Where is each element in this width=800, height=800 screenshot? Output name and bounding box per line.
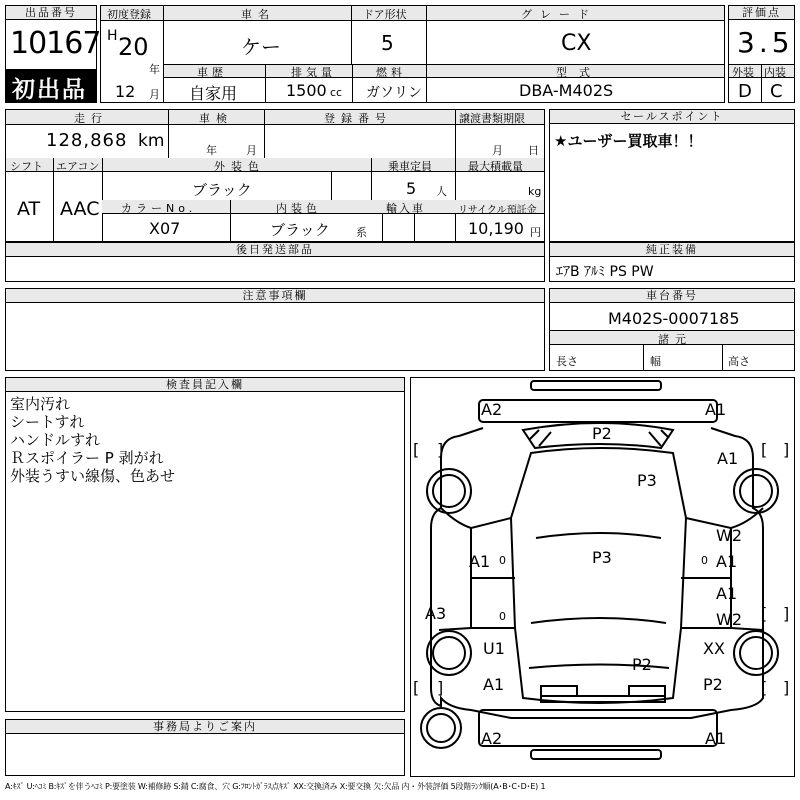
month-unit: 月 xyxy=(149,88,160,101)
damage-diagram xyxy=(410,377,795,777)
bracket: [ xyxy=(413,440,420,459)
max-load-label: 最大積載量 xyxy=(468,160,523,173)
max-load-unit: kg xyxy=(528,185,542,198)
office-box xyxy=(5,719,405,776)
chassis-number: M402S-0007185 xyxy=(608,309,740,328)
width-label: 幅 xyxy=(650,355,661,368)
lot-number: 10167 xyxy=(10,26,101,61)
inspection-year-unit: 年 xyxy=(206,144,217,157)
recycle-unit: 円 xyxy=(530,226,541,239)
history: 自家用 xyxy=(189,84,238,103)
office-label: 事務局よりご案内 xyxy=(6,720,404,734)
year-unit: 年 xyxy=(149,63,160,76)
damage-mark: A1 xyxy=(716,552,738,571)
bracket: [ xyxy=(761,604,768,623)
first-listing-badge: 初出品 xyxy=(6,69,96,102)
shift-label: シフト xyxy=(10,160,43,173)
score: 3.5 xyxy=(737,26,794,59)
ac-label: エアコン xyxy=(56,160,100,173)
fuel-label: 燃料 xyxy=(376,66,406,79)
inspector-line: Ｒスポイラー P 剥がれ xyxy=(10,449,164,467)
displacement-unit: cc xyxy=(330,86,343,99)
reg-month: 12 xyxy=(115,82,136,101)
damage-mark: 0 xyxy=(701,554,708,567)
equipment-label: 純正装備 xyxy=(550,243,794,257)
mileage-label: 走行 xyxy=(74,112,108,125)
sales-points-text: ★ユーザー買取車！！ xyxy=(554,132,703,150)
capacity-unit: 人 xyxy=(436,185,447,198)
damage-mark: W2 xyxy=(716,526,742,545)
dims-label: 諸元 xyxy=(658,333,692,346)
inspector-line: 外装うすい線傷、色あせ xyxy=(10,467,176,485)
inspector-line: シートすれ xyxy=(10,413,85,431)
ext-color: ブラック xyxy=(192,181,252,199)
lot-box xyxy=(5,5,101,103)
model-label: 型式 xyxy=(556,66,602,79)
damage-mark: A2 xyxy=(481,400,503,419)
shift: AT xyxy=(17,198,41,220)
recycle-label: リサイクル預託金 xyxy=(458,205,537,216)
model: DBA-M402S xyxy=(519,81,614,100)
inspection-label: 車検 xyxy=(199,112,233,125)
damage-mark: P2 xyxy=(592,424,612,443)
capacity-label: 乗車定員 xyxy=(388,160,432,173)
damage-mark: A1 xyxy=(705,400,727,419)
transfer-deadline-label: 譲渡書類期限 xyxy=(459,112,525,125)
legend: A:ｷｽﾞ U:ﾍｺﾐ B:ｷｽﾞを伴うﾍｺﾐ P:要塗装 W:補修跡 S:錆 C:腐食、穴 G:ﾌﾛﾝﾄｶﾞﾗｽ点ｷｽﾞ XX:交換済み X:要交換 欠:欠品 内・外装評価 5段階ﾗﾝｸ順(A･B･C･D･E) 1 xyxy=(5,782,546,791)
bracket: [ xyxy=(413,678,420,697)
displacement: 1500 xyxy=(286,81,327,100)
car-name-label: 車名 xyxy=(241,8,275,21)
history-label: 車歴 xyxy=(197,66,227,79)
int-color-suffix: 系 xyxy=(356,226,367,239)
damage-mark: P3 xyxy=(637,471,657,490)
sales-points-box xyxy=(549,109,795,242)
bracket: [ xyxy=(761,678,768,697)
door-label: ドア形状 xyxy=(363,8,407,21)
inspector-label: 検査員記入欄 xyxy=(6,378,404,392)
exterior-grade: D xyxy=(738,81,752,102)
grade: CX xyxy=(561,31,592,56)
import-label: 輸入車 xyxy=(386,202,425,215)
equipment-text: ｴｱB ｱﾙﾐ PS PW xyxy=(556,264,654,280)
spec-table xyxy=(5,109,545,242)
reg-year: 20 xyxy=(118,33,149,61)
sales-points-label: セールスポイント xyxy=(550,110,794,124)
damage-mark: XX xyxy=(703,639,725,658)
first-reg-label: 初度登録 xyxy=(107,8,151,21)
damage-mark: P2 xyxy=(703,675,723,694)
bracket: [ xyxy=(761,440,768,459)
lot-label: 出品番号 xyxy=(6,6,96,20)
ac: AAC xyxy=(60,198,100,220)
fuel: ガソリン xyxy=(366,85,422,101)
int-color-label: 内装色 xyxy=(276,202,321,215)
height-label: 高さ xyxy=(728,355,750,368)
notes-label: 注意事項欄 xyxy=(6,289,544,303)
displacement-label: 排気量 xyxy=(291,66,336,79)
inspector-line: ハンドルすれ xyxy=(10,431,101,449)
bracket: ] xyxy=(783,678,790,697)
exterior-label: 外装 xyxy=(732,66,754,79)
int-color: ブラック xyxy=(270,221,330,239)
damage-mark: P3 xyxy=(592,548,612,567)
score-label: 評価点 xyxy=(729,6,794,20)
grade-label: グレード xyxy=(521,8,597,21)
color-no-label: カラーNo. xyxy=(121,202,197,215)
transfer-day-unit: 日 xyxy=(528,144,539,157)
damage-mark: A1 xyxy=(717,449,739,468)
bracket: ] xyxy=(437,678,444,697)
chassis-label: 車台番号 xyxy=(550,289,794,303)
mileage-unit: km xyxy=(138,131,165,151)
damage-mark: A1 xyxy=(705,729,727,748)
ext-color-label: 外装色 xyxy=(214,160,265,173)
damage-mark: P2 xyxy=(632,655,652,674)
damage-mark: A3 xyxy=(425,604,447,623)
equipment-box xyxy=(549,242,795,282)
era-prefix: H xyxy=(107,28,118,44)
inspector-box xyxy=(5,377,405,712)
recycle-fee: 10,190 xyxy=(468,219,524,238)
color-no: X07 xyxy=(149,219,181,238)
length-label: 長さ xyxy=(556,355,578,368)
damage-mark: A1 xyxy=(469,552,491,571)
damage-mark: 0 xyxy=(499,554,506,567)
damage-mark: W2 xyxy=(716,610,742,629)
damage-mark: 0 xyxy=(499,610,506,623)
notes-box xyxy=(5,288,545,371)
mileage: 128,868 xyxy=(46,130,128,151)
inspector-line: 室内汚れ xyxy=(10,395,71,413)
damage-mark: U1 xyxy=(483,639,505,658)
bracket: ] xyxy=(783,440,790,459)
inspection-month-unit: 月 xyxy=(246,144,257,157)
later-parts-label: 後日発送部品 xyxy=(6,243,544,257)
capacity: 5 xyxy=(406,179,417,198)
damage-mark: A1 xyxy=(483,675,505,694)
car-name: ケー xyxy=(241,35,281,59)
bracket: ] xyxy=(783,604,790,623)
later-parts-box xyxy=(5,242,545,282)
transfer-month-unit: 月 xyxy=(492,144,503,157)
interior-grade: C xyxy=(770,81,783,102)
interior-label: 内装 xyxy=(764,66,786,79)
reg-number-label: 登録番号 xyxy=(324,112,392,125)
doors: 5 xyxy=(381,31,394,55)
damage-mark: A2 xyxy=(481,729,503,748)
bracket: ] xyxy=(437,440,444,459)
damage-mark: A1 xyxy=(716,584,738,603)
score-box xyxy=(728,5,795,103)
chassis-box xyxy=(549,288,795,371)
header-main xyxy=(100,5,725,103)
